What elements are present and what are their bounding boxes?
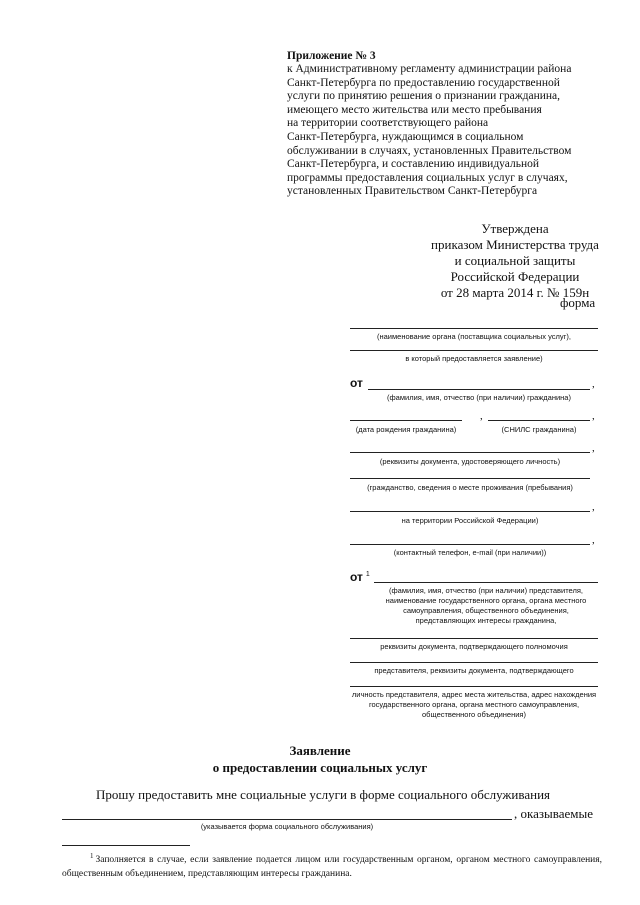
from-label: от — [350, 376, 363, 390]
birth-caption: (дата рождения гражданина) — [355, 425, 457, 434]
territory-caption: на территории Российской Федерации) — [401, 516, 539, 525]
fio-caption: (фамилия, имя, отчество (при наличии) гражданина) — [387, 393, 571, 402]
rep-document-field-2[interactable] — [350, 662, 598, 663]
form-label: форма — [560, 295, 596, 310]
citizenship-field[interactable] — [350, 478, 590, 479]
id-document-field[interactable] — [350, 452, 590, 453]
comma: , — [480, 410, 483, 422]
from-label-text: от — [350, 570, 363, 584]
approval-line: и социальной защиты — [454, 253, 576, 268]
footnote-text: Заполняется в случае, если заявление подается лицом или государственным органом, органом местного самоуправления, общественным объединением, представляющим интересы гражданина. — [62, 855, 602, 880]
appendix-line: Санкт-Петербурга по предоставлению государственной — [287, 76, 560, 89]
organ-name-field[interactable] — [350, 328, 598, 329]
request-text: Прошу предоставить мне социальные услуги в форме социального обслуживания — [96, 787, 551, 802]
approval-line: Утверждена — [481, 221, 549, 236]
contact-field[interactable] — [350, 544, 590, 545]
contact-caption: (контактный телефон, e-mail (при наличии)) — [393, 548, 547, 557]
organ-to-caption: в который предоставляется заявление) — [405, 354, 543, 363]
service-form-field[interactable] — [62, 819, 512, 820]
approval-line: Российской Федерации — [450, 269, 580, 284]
organ-caption: (наименование органа (поставщика социальных услуг), — [377, 332, 571, 341]
appendix-line: услуги по принятию решения о признании гражданина, — [287, 90, 561, 103]
doc-caption: (реквизиты документа, удостоверяющего личность) — [379, 457, 561, 466]
comma: , — [592, 378, 595, 390]
comma: , — [592, 410, 595, 422]
appendix-line: обслуживании в случаях, установленных Правительством — [287, 144, 572, 157]
representative-field[interactable] — [374, 582, 598, 583]
approval-block — [410, 221, 620, 301]
rep-document-field[interactable] — [350, 638, 598, 639]
appendix-line: Санкт-Петербурга, и составлению индивидуальной — [287, 158, 540, 171]
rep-fio-caption: (фамилия, имя, отчество (при наличии) представителя, наименование государственного органа, органа местного самоуправления, общественного объединения, представляющих интересы гражданина, — [385, 586, 587, 625]
statement-title: Заявление — [289, 743, 351, 758]
footnote-number: 1 — [90, 852, 94, 860]
appendix-line: имеющего место жительства или место пребывания — [287, 103, 542, 116]
footnote — [62, 849, 602, 881]
territory-field[interactable] — [350, 511, 590, 512]
comma: , — [592, 442, 595, 454]
appendix-line: установленных Правительством Санкт-Петербурга — [287, 185, 538, 198]
from-representative-label — [350, 570, 370, 584]
statement-subtitle: о предоставлении социальных услуг — [212, 760, 428, 775]
snils-field[interactable] — [488, 420, 590, 421]
footnote-mark: 1 — [365, 571, 370, 578]
citizen-fio-field[interactable] — [368, 389, 590, 390]
rep-address-field[interactable] — [350, 686, 598, 687]
appendix-line: к Административному регламенту администрации района — [287, 63, 572, 75]
footnote-divider — [62, 845, 190, 846]
citizenship-caption: (гражданство, сведения о месте проживания (пребывания) — [367, 483, 573, 492]
approval-line: приказом Министерства труда — [431, 237, 599, 252]
rep-doc-caption: реквизиты документа, подтверждающего полномочия — [380, 642, 568, 651]
rep-address-caption: личность представителя, адрес места жительства, адрес нахождения государственного органа, органа местного самоуправления, общественного объединения) — [351, 690, 597, 719]
appendix-heading: Приложение № 3 — [287, 50, 376, 62]
rep-doc2-caption: представителя, реквизиты документа, подтверждающего — [374, 666, 574, 675]
snils-caption: (СНИЛС гражданина) — [501, 425, 577, 434]
approval-line: от 28 марта 2014 г. № 159н — [440, 285, 590, 300]
organ-name-field-2[interactable] — [350, 350, 598, 351]
appendix-line: на территории соответствующего района — [287, 117, 489, 130]
comma: , — [592, 501, 595, 513]
appendix-line: Санкт-Петербурга, нуждающимся в социальном — [287, 130, 524, 143]
service-form-caption: (указывается форма социального обслуживания) — [200, 822, 374, 831]
birth-date-field[interactable] — [350, 420, 462, 421]
appendix-line: программы предоставления социальных услуг в случаях, — [287, 171, 568, 184]
provided-text: , оказываемые — [514, 806, 593, 821]
comma: , — [592, 534, 595, 546]
appendix-description — [287, 63, 617, 199]
